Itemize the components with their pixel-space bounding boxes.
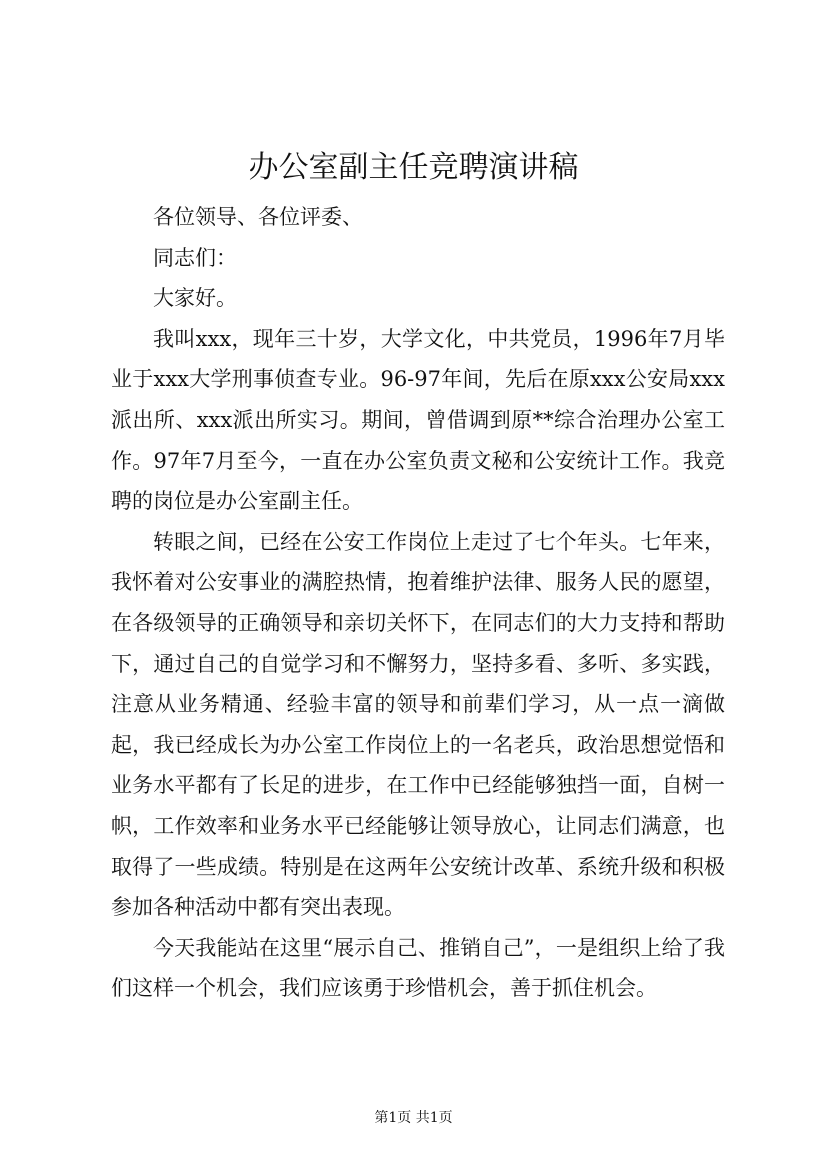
paragraph-opportunity: 今天我能站在这里“展示自己、推销自己”，一是组织上给了我们这样一个机会，我们应该勇于珍惜机会，善于抓住机会。 <box>111 935 725 1001</box>
page-footer: 第1页 共1页 <box>374 1110 453 1126</box>
document-title: 办公室副主任竞聘演讲稿 <box>248 150 579 185</box>
document-body <box>111 197 725 1009</box>
salutation-line-1: 各位领导、各位评委、 <box>153 205 363 229</box>
greeting: 大家好。 <box>153 286 237 311</box>
paragraph-experience: 转眼之间，已经在公安工作岗位上走过了七个年头。七年来，我怀着对公安事业的满腔热情，抱着维护法律、服务人民的愿望，在各级领导的正确领导和亲切关怀下，在同志们的大力支持和帮助下，通过自己的自觉学习和不懈努力，坚持多看、多听、多实践，注意从业务精通、经验丰富的领导和前辈们学习，从一点一滴做起，我已经成长为办公室工作岗位上的一名老兵，政治思想觉悟和业务水平都有了长足的进步，在工作中已经能够独挡一面，自树一帜，工作效率和业务水平已经能够让领导放心，让同志们满意，也取得了一些成绩。特别是在这两年公安统计改革、系统升级和积极参加各种活动中都有突出表现。 <box>111 529 725 920</box>
paragraph-introduction: 我叫xxx，现年三十岁，大学文化，中共党员，1996年7月毕业于xxx大学刑事侦查专业。96-97年间，先后在原xxx公安局xxx派出所、xxx派出所实习。期间，曾借调到原**综合治理办公室工作。97年7月至今，一直在办公室负责文秘和公安统计工作。我竞聘的岗位是办公室副主任。 <box>111 326 725 514</box>
salutation-line-2: 同志们： <box>153 245 237 270</box>
